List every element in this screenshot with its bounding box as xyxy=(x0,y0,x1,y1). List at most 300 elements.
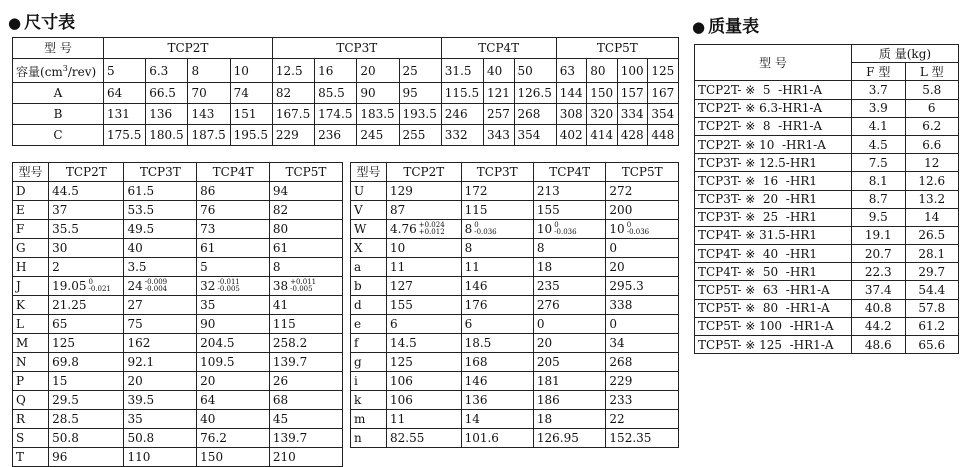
table-row xyxy=(695,117,959,135)
dimension-value xyxy=(124,448,197,467)
value-text: 233 xyxy=(609,392,633,407)
dimension-value xyxy=(269,353,342,372)
group-header-tcp5t: TCP5T xyxy=(556,38,678,59)
value-text: 10 xyxy=(536,221,553,236)
table-row xyxy=(351,201,679,220)
table-header-row xyxy=(695,45,959,63)
value-text: 30 xyxy=(52,240,68,255)
value-text: 109.5 xyxy=(200,354,235,369)
value-text: 29.5 xyxy=(52,392,79,407)
size-table-title: 尺寸表 xyxy=(24,13,76,33)
l-type-mass: 28.1 xyxy=(905,245,959,263)
value-text: 168 xyxy=(464,354,488,369)
tolerance-lower: -0.005 xyxy=(290,285,313,293)
dimension-value: 126.5 xyxy=(514,83,556,104)
l-type-mass: 14 xyxy=(905,208,959,226)
dimension-label: f xyxy=(351,334,387,353)
capacity-label-cell xyxy=(13,59,104,83)
mass-table xyxy=(694,44,959,354)
dimension-value xyxy=(197,448,270,467)
value-text: 76 xyxy=(200,202,216,217)
capacity-value: 6.3 xyxy=(146,59,188,83)
dimension-value: 268 xyxy=(514,104,556,125)
model-name: TCP3T- ※ 16 -HR1 xyxy=(695,172,852,190)
dimension-value: 402 xyxy=(556,125,587,146)
table-row xyxy=(695,99,959,117)
value-text: 94 xyxy=(272,183,289,198)
dimension-value xyxy=(387,334,462,353)
value-text: 35 xyxy=(127,411,143,426)
value-text: 96 xyxy=(52,449,68,464)
dimension-value xyxy=(533,258,606,277)
tolerance xyxy=(474,222,496,236)
f-type-mass: 3.7 xyxy=(852,81,906,99)
dimension-label: E xyxy=(13,201,49,220)
capacity-value: 31.5 xyxy=(441,59,483,83)
value-text: 129 xyxy=(390,183,413,198)
dimension-value: 183.5 xyxy=(357,104,399,125)
model-name: TCP5T- ※ 63 -HR1-A xyxy=(695,281,852,299)
table-row xyxy=(695,245,959,263)
value-text: 106 xyxy=(390,373,413,388)
dimension-value: 257 xyxy=(483,104,514,125)
f-type-mass: 4.5 xyxy=(852,135,906,153)
value-text: 115 xyxy=(464,202,488,217)
dimension-value xyxy=(269,201,342,220)
dimension-value xyxy=(606,220,679,239)
value-text: 106 xyxy=(390,392,413,407)
table-row xyxy=(13,391,343,410)
dimension-value xyxy=(387,201,462,220)
capacity-unit-exponent: 3 xyxy=(62,64,68,73)
value-text: 44.5 xyxy=(52,183,79,198)
value-text: 73 xyxy=(200,221,216,236)
size-table-heading xyxy=(8,8,75,33)
value-text: 76.2 xyxy=(200,430,227,445)
dimension-label: V xyxy=(351,201,387,220)
dimension-table-left xyxy=(12,162,343,467)
capacity-value: 16 xyxy=(315,59,357,83)
dimension-value xyxy=(461,277,533,296)
table-row xyxy=(13,372,343,391)
dimension-value: 175.5 xyxy=(104,125,146,146)
value-text: 20 xyxy=(609,259,625,274)
value-text: 10 xyxy=(390,240,406,255)
value-text: 34 xyxy=(609,335,625,350)
value-text: 176 xyxy=(464,297,488,312)
dimension-label: C xyxy=(13,125,104,146)
dimension-value: 245 xyxy=(357,125,399,146)
dimension-label: F xyxy=(13,220,49,239)
value-text: 21.25 xyxy=(52,297,87,312)
value-text: 41 xyxy=(272,297,289,312)
value-text: 75 xyxy=(127,316,143,331)
value-text: 50.8 xyxy=(52,430,79,445)
value-text: 40 xyxy=(127,240,143,255)
tolerance xyxy=(419,222,445,236)
table-row xyxy=(695,172,959,190)
value-text: 152.35 xyxy=(609,430,652,445)
dimension-value xyxy=(387,258,462,277)
model-header: 型号 xyxy=(13,163,49,182)
dimension-label: G xyxy=(13,239,49,258)
value-text: 18 xyxy=(536,411,553,426)
value-text: 0 xyxy=(609,316,618,331)
value-text: 229 xyxy=(609,373,633,388)
value-text: 8 xyxy=(464,221,473,236)
table-row xyxy=(695,336,959,354)
dimension-value: 246 xyxy=(441,104,483,125)
dimension-value: 354 xyxy=(514,125,556,146)
value-text: 3.5 xyxy=(127,259,147,274)
dimension-value xyxy=(197,220,270,239)
value-text: 27 xyxy=(127,297,143,312)
dimension-label: M xyxy=(13,334,49,353)
value-text: 125 xyxy=(52,335,76,350)
dimension-value xyxy=(197,201,270,220)
f-type-mass: 48.6 xyxy=(852,336,906,354)
value-text: 110 xyxy=(127,449,151,464)
dimension-value xyxy=(197,429,270,448)
value-text: 136 xyxy=(464,392,488,407)
f-type-mass: 3.9 xyxy=(852,99,906,117)
table-row xyxy=(13,239,343,258)
value-text: 295.3 xyxy=(609,278,644,293)
table-row xyxy=(13,220,343,239)
dimension-value xyxy=(461,315,533,334)
dimension-value xyxy=(387,296,462,315)
tolerance-upper: 0 xyxy=(88,278,93,286)
tolerance-lower: -0.036 xyxy=(554,228,577,236)
dimension-value: 320 xyxy=(587,104,618,125)
value-text: 53.5 xyxy=(127,202,155,217)
dimension-value xyxy=(606,429,679,448)
value-text: 127 xyxy=(390,278,413,293)
dimension-value xyxy=(197,277,270,296)
dimension-value xyxy=(606,239,679,258)
dimension-value xyxy=(533,201,606,220)
value-text: 45 xyxy=(272,411,289,426)
value-text: 115 xyxy=(272,316,296,331)
table-row xyxy=(351,220,679,239)
dimension-value xyxy=(49,372,124,391)
model-name: TCP2T- ※ 5 -HR1-A xyxy=(695,81,852,99)
tolerance-lower: -0.021 xyxy=(88,285,111,293)
tolerance-lower: -0.036 xyxy=(474,228,497,236)
value-text: 20 xyxy=(536,335,553,350)
value-text: 68 xyxy=(272,392,289,407)
value-text: 65 xyxy=(52,316,68,331)
model-name: TCP3T- ※ 25 -HR1 xyxy=(695,208,852,226)
dimension-value xyxy=(269,182,342,201)
dimension-label: a xyxy=(351,258,387,277)
mass-table-heading xyxy=(692,12,759,37)
table-row xyxy=(695,299,959,317)
tolerance-lower: -0.005 xyxy=(217,285,240,293)
table-header-row xyxy=(13,163,343,182)
dimension-label: H xyxy=(13,258,49,277)
table-row xyxy=(13,83,679,104)
dimension-value: 180.5 xyxy=(146,125,188,146)
table-row xyxy=(351,391,679,410)
capacity-label: 容量 xyxy=(16,65,41,79)
dimension-value xyxy=(387,353,462,372)
bullet-icon: ● xyxy=(692,18,706,36)
dimension-value: 334 xyxy=(617,104,648,125)
table-row xyxy=(695,81,959,99)
dimension-value xyxy=(533,182,606,201)
dimension-value: 308 xyxy=(556,104,587,125)
value-text: 210 xyxy=(272,449,296,464)
dimension-value xyxy=(49,315,124,334)
value-text: 19.05 xyxy=(52,278,87,293)
series-header: TCP2T xyxy=(49,163,124,182)
dimension-label: S xyxy=(13,429,49,448)
dimension-value xyxy=(533,315,606,334)
dimension-value xyxy=(49,448,124,467)
dimension-value xyxy=(49,258,124,277)
dimension-value xyxy=(124,258,197,277)
dimension-value xyxy=(49,353,124,372)
value-text: 61 xyxy=(272,240,289,255)
dimension-value xyxy=(606,296,679,315)
model-name: TCP5T- ※ 125 -HR1-A xyxy=(695,336,852,354)
tolerance-upper: +0.024 xyxy=(418,221,445,229)
dimension-value: 121 xyxy=(483,83,514,104)
l-type-mass: 6 xyxy=(905,99,959,117)
dimension-value xyxy=(387,372,462,391)
value-text: 162 xyxy=(127,335,151,350)
table-row xyxy=(351,258,679,277)
dimension-value xyxy=(124,334,197,353)
dimension-value xyxy=(387,410,462,429)
capacity-unit: (cm xyxy=(40,65,63,79)
dimension-value: 74 xyxy=(230,83,272,104)
table-row xyxy=(351,182,679,201)
f-type-mass: 37.4 xyxy=(852,281,906,299)
f-type-mass: 9.5 xyxy=(852,208,906,226)
table-row xyxy=(351,315,679,334)
dimension-label: i xyxy=(351,372,387,391)
dimension-value xyxy=(606,391,679,410)
dimension-value: 150 xyxy=(587,83,618,104)
l-type-mass: 65.6 xyxy=(905,336,959,354)
capacity-value: 80 xyxy=(587,59,618,83)
table-row xyxy=(13,104,679,125)
capacity-value: 12.5 xyxy=(272,59,314,83)
dimension-value: 255 xyxy=(399,125,441,146)
value-text: 6 xyxy=(390,316,398,331)
tolerance xyxy=(217,279,239,293)
dimension-value xyxy=(49,239,124,258)
dimension-label: A xyxy=(13,83,104,104)
value-text: 82.55 xyxy=(390,430,425,445)
value-text: 38 xyxy=(272,278,289,293)
f-type-mass: 19.1 xyxy=(852,226,906,244)
dimension-value xyxy=(461,429,533,448)
capacity-value: 20 xyxy=(357,59,399,83)
value-text: 86 xyxy=(200,183,216,198)
dimension-value xyxy=(197,315,270,334)
dimension-table-right xyxy=(350,162,679,448)
value-text: 80 xyxy=(272,221,289,236)
value-text: 155 xyxy=(536,202,560,217)
l-type-mass: 61.2 xyxy=(905,317,959,335)
value-text: 82 xyxy=(272,202,289,217)
model-name: TCP2T- ※ 6.3-HR1-A xyxy=(695,99,852,117)
capacity-value: 63 xyxy=(556,59,587,83)
dimension-value xyxy=(269,315,342,334)
tolerance-upper: 0 xyxy=(626,221,632,229)
group-header-tcp3t: TCP3T xyxy=(272,38,441,59)
table-row xyxy=(13,182,343,201)
dimension-value xyxy=(387,429,462,448)
l-type-mass: 29.7 xyxy=(905,263,959,281)
dimension-value xyxy=(124,201,197,220)
table-row xyxy=(351,429,679,448)
f-type-mass: 22.3 xyxy=(852,263,906,281)
dimension-label: X xyxy=(351,239,387,258)
dimension-value xyxy=(606,315,679,334)
dimension-value xyxy=(269,296,342,315)
l-type-mass: 5.8 xyxy=(905,81,959,99)
model-name: TCP4T- ※ 50 -HR1 xyxy=(695,263,852,281)
value-text: 35 xyxy=(200,297,216,312)
f-type-mass: 40.8 xyxy=(852,299,906,317)
table-row xyxy=(13,315,343,334)
dimension-value xyxy=(197,258,270,277)
value-text: 181 xyxy=(536,373,560,388)
dimension-value xyxy=(533,353,606,372)
dimension-value: 66.5 xyxy=(146,83,188,104)
dimension-label: g xyxy=(351,353,387,372)
table-header-row xyxy=(351,163,679,182)
dimension-value xyxy=(49,277,124,296)
value-text: 172 xyxy=(464,183,488,198)
capacity-value: 5 xyxy=(104,59,146,83)
l-type-mass: 12 xyxy=(905,154,959,172)
model-name: TCP5T- ※ 100 -HR1-A xyxy=(695,317,852,335)
dimension-label: L xyxy=(13,315,49,334)
value-text: 39.5 xyxy=(127,392,155,407)
model-header: 型 号 xyxy=(695,45,852,81)
value-text: 272 xyxy=(609,183,633,198)
capacity-value: 50 xyxy=(514,59,556,83)
dimension-label: d xyxy=(351,296,387,315)
dimension-label: R xyxy=(13,410,49,429)
series-header: TCP4T xyxy=(197,163,270,182)
dimension-value: 85.5 xyxy=(315,83,357,104)
value-text: 0 xyxy=(536,316,545,331)
tolerance-upper: -0.009 xyxy=(144,278,168,286)
f-type-mass: 8.7 xyxy=(852,190,906,208)
dimension-value xyxy=(49,391,124,410)
table-row xyxy=(351,296,679,315)
dimension-value xyxy=(124,220,197,239)
dimension-value xyxy=(269,277,342,296)
dimension-value xyxy=(197,334,270,353)
dimension-label: B xyxy=(13,104,104,125)
group-header-tcp4t: TCP4T xyxy=(441,38,556,59)
dimension-value xyxy=(533,220,606,239)
dimension-value: 236 xyxy=(315,125,357,146)
dimension-value xyxy=(197,239,270,258)
dimension-value: 157 xyxy=(617,83,648,104)
value-text: 125 xyxy=(390,354,413,369)
l-type-mass: 6.2 xyxy=(905,117,959,135)
dimension-value: 151 xyxy=(230,104,272,125)
dimension-value: 82 xyxy=(272,83,314,104)
dimension-value xyxy=(533,391,606,410)
dimension-value xyxy=(49,429,124,448)
dimension-value xyxy=(124,391,197,410)
dimension-value xyxy=(197,372,270,391)
dimension-value xyxy=(124,372,197,391)
dimension-value xyxy=(533,239,606,258)
dimension-label: D xyxy=(13,182,49,201)
value-text: 6 xyxy=(464,316,473,331)
series-header: TCP5T xyxy=(269,163,342,182)
model-name: TCP4T- ※ 40 -HR1 xyxy=(695,245,852,263)
dimension-value xyxy=(387,220,462,239)
dimension-label: T xyxy=(13,448,49,467)
series-header: TCP2T xyxy=(387,163,462,182)
dimension-value: 131 xyxy=(104,104,146,125)
dimension-value xyxy=(197,391,270,410)
table-header-row xyxy=(13,38,679,59)
table-row xyxy=(13,410,343,429)
dimension-value xyxy=(269,220,342,239)
value-text: 8 xyxy=(464,240,473,255)
dimension-value: 195.5 xyxy=(230,125,272,146)
value-text: 64 xyxy=(200,392,216,407)
dimension-value: 143 xyxy=(188,104,230,125)
dimension-value xyxy=(197,182,270,201)
value-text: 24 xyxy=(127,278,143,293)
value-text: 26 xyxy=(272,373,289,388)
value-text: 20 xyxy=(200,373,216,388)
value-text: 139.7 xyxy=(272,354,308,369)
value-text: 90 xyxy=(200,316,216,331)
dimension-value xyxy=(606,201,679,220)
dimension-value xyxy=(533,334,606,353)
capacity-value: 100 xyxy=(617,59,648,83)
bullet-icon: ● xyxy=(8,14,22,32)
dimension-value: 64 xyxy=(104,83,146,104)
dimension-value xyxy=(269,391,342,410)
f-type-mass: 8.1 xyxy=(852,172,906,190)
value-text: 101.6 xyxy=(464,430,499,445)
dimension-value: 343 xyxy=(483,125,514,146)
dimension-label: W xyxy=(351,220,387,239)
model-name: TCP2T- ※ 10 -HR1-A xyxy=(695,135,852,153)
tolerance xyxy=(88,279,110,293)
value-text: 146 xyxy=(464,373,488,388)
dimension-label: b xyxy=(351,277,387,296)
dimension-value xyxy=(124,353,197,372)
value-text: 61 xyxy=(200,240,216,255)
value-text: 35.5 xyxy=(52,221,79,236)
value-text: 87 xyxy=(390,202,406,217)
value-text: 268 xyxy=(609,354,633,369)
dimension-value xyxy=(269,448,342,467)
mass-table-title: 质量表 xyxy=(708,17,760,37)
dimension-value xyxy=(387,391,462,410)
value-text: 2 xyxy=(52,259,60,274)
value-text: 204.5 xyxy=(200,335,235,350)
value-text: 32 xyxy=(200,278,216,293)
dimension-value xyxy=(533,410,606,429)
